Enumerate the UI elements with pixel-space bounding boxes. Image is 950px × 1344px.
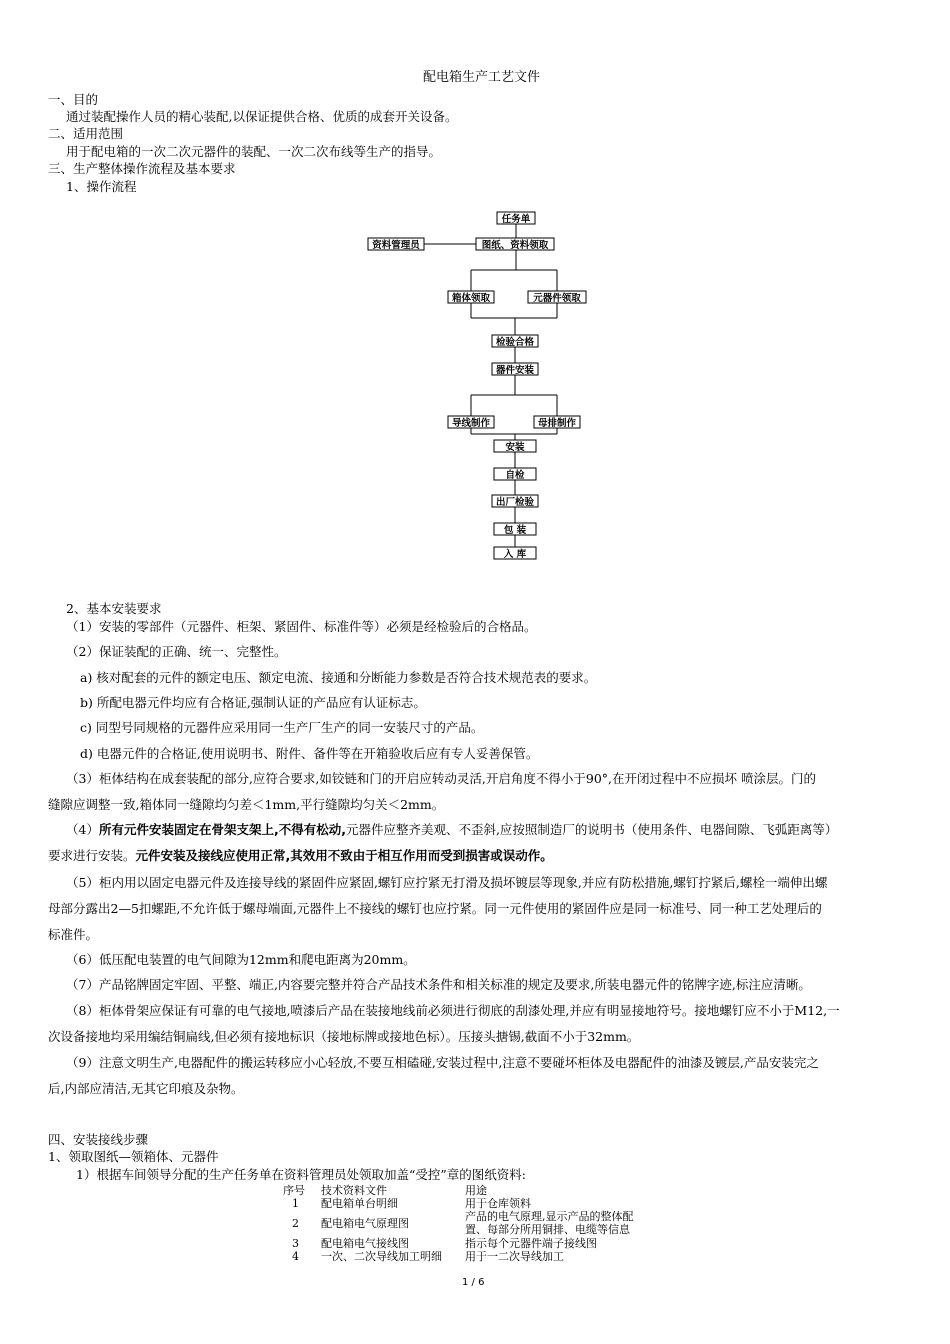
flow-label-inspect: 检验合格: [495, 337, 535, 348]
table-cell-document: 配电箱电气原理图: [321, 1217, 409, 1230]
flow-node-install: [494, 440, 536, 453]
requirement-2b: b) 所配电器元件均应有合格证,强制认证的产品应有认证标志。: [80, 695, 426, 710]
table-header-no: 序号: [283, 1184, 305, 1197]
flow-node-store: [494, 547, 536, 560]
flow-node-components: [528, 291, 586, 304]
requirement-1: （1）安装的零部件（元器件、柜架、紧固件、标准件等）必须是经检验后的合格品。: [66, 619, 537, 634]
requirement-2c: c) 同型号同规格的元器件应采用同一生产厂生产的同一安装尺寸的产品。: [80, 720, 484, 735]
flow-label-task: 任务单: [501, 214, 531, 225]
table-cell-purpose: 用于仓库领料: [465, 1197, 531, 1210]
flow-node-drawings: [476, 238, 554, 251]
flow-label-pack: 包 装: [503, 525, 527, 536]
flow-node-selfcheck: [494, 468, 536, 481]
page-title: 配电箱生产工艺文件: [423, 70, 541, 85]
requirement-9-line2: 后,内部应清洁,无其它印痕及杂物。: [48, 1081, 244, 1096]
flow-node-wire: [448, 416, 494, 429]
flow-label-busbar: 母排制作: [537, 418, 577, 429]
requirement-4-text: 元器件应整齐美观、不歪斜,应按照制造厂的说明书（使用条件、电器间隙、飞弧距离等）: [345, 822, 838, 837]
table-cell-no: 4: [292, 1250, 299, 1263]
requirement-4-prefix: （4）: [66, 822, 99, 837]
flow-label-wire: 导线制作: [451, 418, 491, 429]
requirement-4-line2: [48, 843, 553, 869]
flow-label-box: 箱体领取: [451, 293, 491, 304]
table-cell-purpose: 指示每个元器件端子接线图: [465, 1237, 597, 1250]
requirement-2d: d) 电器元件的合格证,使用说明书、附件、备件等在开箱验收后应有专人妥善保管。: [80, 746, 539, 761]
flow-node-admin: [368, 238, 424, 251]
table-cell-no: 3: [292, 1237, 299, 1250]
section-heading-process: 三、生产整体操作流程及基本要求: [48, 161, 236, 176]
flow-label-install: 安装: [505, 442, 525, 453]
table-cell-document: 配电箱单台明细: [321, 1197, 398, 1210]
table-cell-no: 2: [292, 1217, 299, 1230]
requirement-4-emphasis-2: 元件安装及接线应使用正常,其效用不致由于相互作用而受到损害或误动作。: [135, 848, 553, 863]
step-1-text: 1）根据车间领导分配的生产任务单在资料管理员处领取加盖“受控”章的图纸资料:: [76, 1167, 526, 1182]
subheading-operation-flow: 1、操作流程: [66, 179, 137, 194]
table-cell-document: 配电箱电气接线图: [321, 1237, 409, 1250]
table-header-document: 技术资料文件: [321, 1184, 387, 1197]
flow-label-selfcheck: 自检: [505, 470, 525, 481]
table-cell-purpose: 产品的电气原理,显示产品的整体配置、每部分所用铜排、电缆等信息: [465, 1210, 634, 1236]
requirement-4-line1: [66, 817, 837, 843]
table-cell-document: 一次、二次导线加工明细: [321, 1250, 442, 1263]
requirement-6: （6）低压配电装置的电气间隙为12mm和爬电距离为20mm。: [66, 952, 416, 967]
flow-label-store: 入 库: [503, 549, 527, 560]
flow-node-task: [497, 212, 535, 225]
requirement-4-emphasis-1: 所有元件安装固定在骨架支架上,不得有松动,: [98, 822, 346, 837]
requirement-7: （7）产品铭牌固定牢固、平整、端正,内容要完整并符合产品技术条件和相关标准的规定及要求,所装电器元件的铭牌字迹,标注应清晰。: [66, 977, 811, 992]
section-heading-purpose: 一、目的: [48, 92, 99, 107]
flow-label-drawings: 图纸、资料领取: [481, 240, 549, 251]
page-number: 1 / 6: [462, 1277, 485, 1288]
flow-label-admin: 资料管理员: [372, 240, 420, 251]
flow-label-install-parts: 器件安装: [495, 365, 535, 376]
section-heading-installation-steps: 四、安装接线步骤: [48, 1132, 149, 1147]
flow-node-install-parts: [492, 363, 538, 376]
flow-node-inspect: [492, 335, 538, 348]
section-text-scope: 用于配电箱的一次二次元器件的装配、一次二次布线等生产的指导。: [66, 144, 442, 159]
requirement-2: （2）保证装配的正确、统一、完整性。: [66, 644, 287, 659]
flow-label-components: 元器件领取: [533, 293, 581, 304]
flow-label-factory: 出厂检验: [495, 497, 535, 508]
requirement-5-line1: （5）柜内用以固定电器元件及连接导线的紧固件应紧固,螺钉应拧紧无打滑及损坏镀层等现象,并应有防松措施,螺钉拧紧后,螺栓一端伸出螺: [66, 875, 828, 890]
flow-node-box: [448, 291, 494, 304]
requirement-4-text-2: 要求进行安装。: [48, 848, 136, 863]
requirement-8-line1: （8）柜体骨架应保证有可靠的电气接地,喷漆后产品在装接地线前必须进行彻底的刮漆处理,并应有明显接地符号。接地螺钉应不小于M12,一: [66, 1003, 840, 1018]
requirement-3-line2: 缝隙应调整一致,箱体同一缝隙均匀差＜1mm,平行缝隙均匀关＜2mm。: [48, 797, 445, 812]
flow-node-factory: [492, 495, 538, 508]
subheading-basic-requirements: 2、基本安装要求: [66, 601, 162, 616]
requirement-2a: a) 核对配套的元件的额定电压、额定电流、接通和分断能力参数是否符合技术规范表的要求。: [80, 670, 597, 685]
requirement-3-line1: （3）柜体结构在成套装配的部分,应符合要求,如铰链和门的开启应转动灵活,开启角度不得小于90°,在开闭过程中不应损坏 喷涂层。门的: [66, 771, 816, 786]
table-header-purpose: 用途: [465, 1184, 487, 1197]
requirement-5-line3: 标准件。: [48, 927, 99, 942]
section-heading-scope: 二、适用范围: [48, 126, 124, 141]
requirement-5-line2: 母部分露出2—5扣螺距,不允许低于螺母端面,元器件上不接线的螺钉也应拧紧。同一元件使用的紧固件应是同一标准号、同一种工艺处理后的: [48, 901, 822, 916]
subheading-collect-drawings: 1、领取图纸—领箱体、元器件: [48, 1149, 219, 1164]
requirement-9-line1: （9）注意文明生产,电器配件的搬运转移应小心轻放,不要互相磕碰,安装过程中,注意不要碰坏柜体及电器配件的油漆及镀层,产品安装完之: [66, 1055, 819, 1070]
table-cell-purpose: 用于一二次导线加工: [465, 1250, 564, 1263]
table-cell-no: 1: [292, 1197, 299, 1210]
section-text-purpose: 通过装配操作人员的精心装配,以保证提供合格、优质的成套开关设备。: [66, 109, 458, 124]
flow-node-pack: [494, 523, 536, 536]
flow-node-busbar: [534, 416, 580, 429]
requirement-8-line2: 次设备接地均采用编结铜扁线,但必须有接地标识（接地标牌或接地色标）。压接头搪锡,截面不小于32mm。: [48, 1029, 640, 1044]
